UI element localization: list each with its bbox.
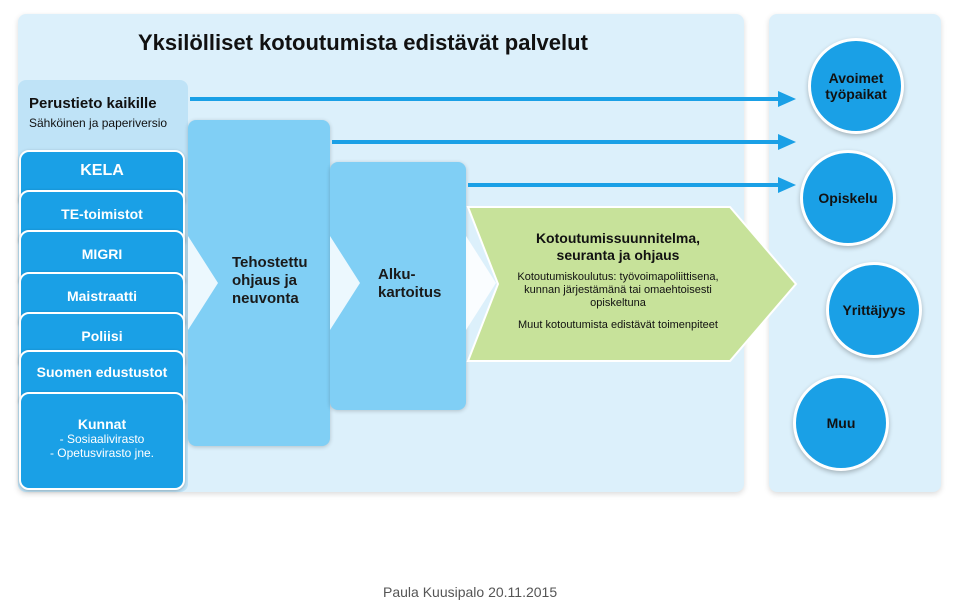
plan-extra: Muut kotoutumista edistävät toimenpiteet — [518, 319, 718, 331]
arrow-head — [778, 134, 796, 150]
plan-text-line: opiskeltuna — [590, 297, 646, 309]
plan-text-line: kunnan järjestämänä tai omaehtoisesti — [524, 284, 712, 296]
alkukartoitus-label — [378, 266, 441, 302]
agency-label: Maistraatti — [66, 288, 138, 304]
outcome-label: Opiskelu — [818, 190, 878, 206]
kunnat-label: Kunnat — [77, 416, 127, 432]
outcome-label: Yrittäjyys — [842, 302, 906, 318]
basic-info-subheading: Sähköinen ja paperiversio — [29, 116, 168, 130]
plan-content — [498, 230, 738, 332]
tehostettu-line: ohjaus ja — [232, 272, 298, 289]
tehostettu-label — [232, 254, 308, 308]
tehostettu-line: neuvonta — [232, 290, 299, 307]
arrow-head — [778, 177, 796, 193]
outcome-label: Avoimet työpaikat — [825, 70, 887, 102]
kunnat-line: - Sosiaalivirasto — [59, 432, 145, 446]
chevron-notch — [188, 236, 218, 330]
footer-credit: Paula Kuusipalo 20.11.2015 — [383, 584, 558, 600]
flow-arrows — [190, 91, 796, 193]
agency-label: KELA — [80, 162, 124, 179]
outcome-label: Muu — [826, 415, 856, 431]
plan-title-line: seuranta ja ohjaus — [556, 247, 680, 263]
plan-title-line: Kotoutumissuunnitelma, — [535, 230, 701, 246]
outcome-muu — [793, 375, 889, 471]
basic-info-heading: Perustieto kaikille — [29, 95, 157, 112]
agency-label: MIGRI — [81, 246, 123, 262]
tehostettu-line: Tehostettu — [232, 254, 308, 271]
kunnat-line: - Opetusvirasto jne. — [49, 446, 155, 460]
plan-text-line: Kotoutumiskoulutus: työvoimapoliittisena, — [517, 271, 719, 283]
outcome-opiskelu — [800, 150, 896, 246]
agency-label: Suomen edustustot — [36, 364, 168, 380]
diagram-title: Yksilölliset kotoutumista edistävät palvelut — [138, 30, 588, 55]
alkukartoitus-line: kartoitus — [378, 284, 442, 301]
agency-label: TE-toimistot — [61, 206, 143, 222]
chevron-notch — [330, 236, 360, 330]
alkukartoitus-line: Alku- — [378, 266, 416, 283]
outcome-yrittajyys — [826, 262, 922, 358]
arrow-head — [778, 91, 796, 107]
agency-label: Poliisi — [81, 328, 123, 344]
outcome-avoimet-tyopaikat — [808, 38, 904, 134]
